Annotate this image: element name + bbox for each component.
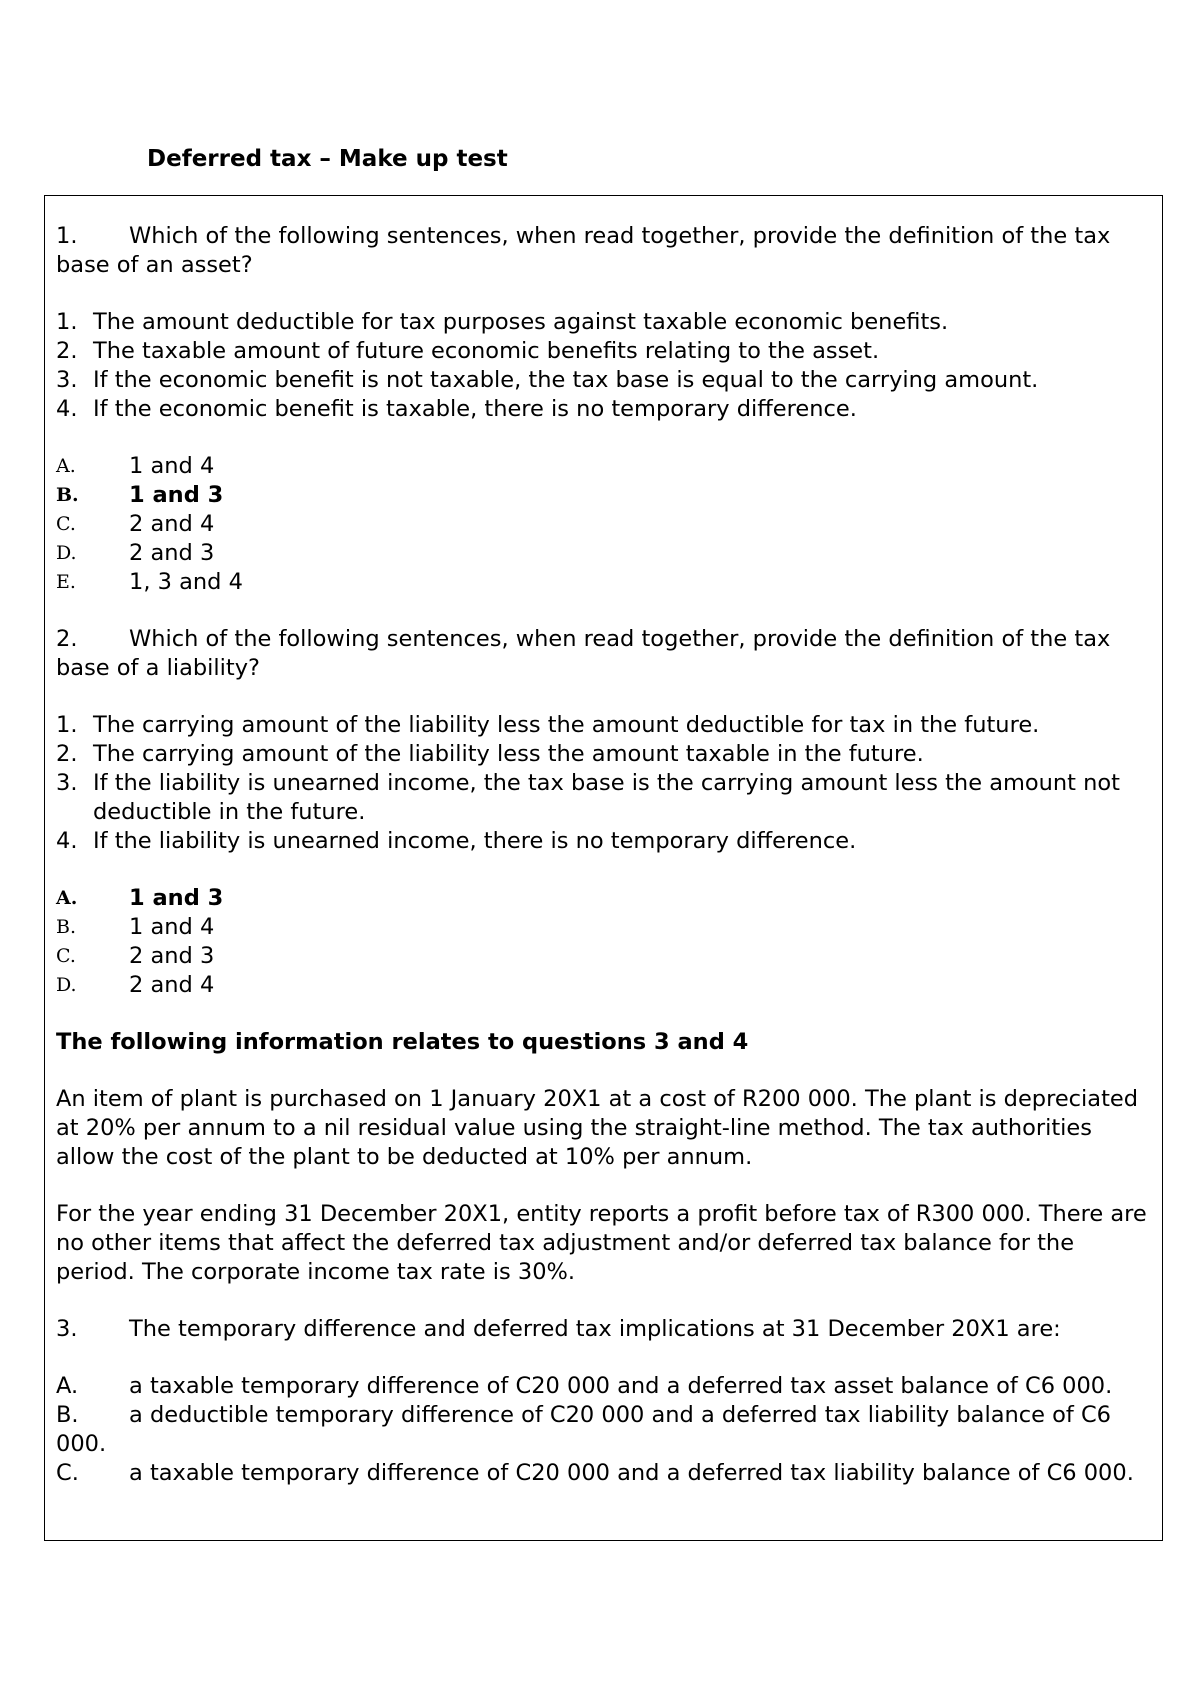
question-text: The temporary difference and deferred tax implications at 31 December 20X1 are: [129,1316,1061,1342]
option [56,1372,1156,1401]
option [56,1459,1156,1488]
statement-number: 1. [56,309,78,335]
question-3 [56,1315,1156,1344]
option-text: 1 and 4 [129,453,215,479]
statement-number: 3. [56,367,78,393]
option-letter: D. [56,974,77,996]
statement [56,395,1156,424]
option-letter: A. [56,887,78,909]
statement [56,711,1156,740]
statement-number: 1. [56,712,78,738]
statement-number: 2. [56,338,78,364]
option-letter: B. [56,484,79,506]
option-answer [56,884,1156,913]
option-letter: B. [56,916,77,938]
option-text: a deductible temporary difference of C20 000 and a deferred tax liability balance of C6 000. [56,1402,1111,1457]
statement-text: If the liability is unearned income, the tax base is the carrying amount less the amount not deductible in the future. [93,770,1121,825]
statement-text: The carrying amount of the liability less the amount taxable in the future. [93,741,924,767]
question-number: 3. [56,1316,78,1342]
statement-text: The taxable amount of future economic benefits relating to the asset. [93,338,880,364]
option-letter: A. [56,455,76,477]
option [56,971,1156,1000]
option-letter: B. [56,1402,79,1428]
question-content [56,222,1156,1488]
statement-text: If the liability is unearned income, there is no temporary difference. [93,828,857,854]
statement-number: 2. [56,741,78,767]
option-text: 2 and 4 [129,972,215,998]
question-number: 1. [56,223,78,249]
statement-text: If the economic benefit is taxable, there is no temporary difference. [93,396,857,422]
option-text: 2 and 3 [129,943,215,969]
statement-number: 3. [56,770,78,796]
option [56,452,1156,481]
statement-number: 4. [56,396,78,422]
option [56,510,1156,539]
option-list [56,1372,1156,1488]
option-list [56,884,1156,1000]
statement-list [56,308,1156,424]
statement [56,827,1156,856]
option-letter: A. [56,1373,79,1399]
question-1 [56,222,1156,280]
question-text: Which of the following sentences, when read together, provide the definition of the tax base of a liability? [56,626,1111,681]
question-number: 2. [56,626,78,652]
statement [56,769,1156,827]
statement-text: The carrying amount of the liability less the amount deductible for tax in the future. [93,712,1040,738]
question-2 [56,625,1156,683]
option [56,539,1156,568]
question-text: Which of the following sentences, when read together, provide the definition of the tax base of an asset? [56,223,1111,278]
option-answer [56,481,1156,510]
option-letter: C. [56,1460,79,1486]
option [56,942,1156,971]
option-letter: E. [56,571,76,593]
option-text: 1 and 3 [129,482,224,508]
option-text: a taxable temporary difference of C20 000 and a deferred tax asset balance of C6 000. [129,1373,1113,1399]
info-paragraph: For the year ending 31 December 20X1, entity reports a profit before tax of R300 000. There are no other items that affect the deferred tax adjustment and/or deferred tax balance for the period. The corporate income tax rate is 30%. [56,1201,1147,1285]
page-title: Deferred tax – Make up test [147,146,508,172]
statement [56,740,1156,769]
option-letter: C. [56,945,76,967]
option-letter: C. [56,513,76,535]
option-text: 1, 3 and 4 [129,569,243,595]
option-list [56,452,1156,597]
info-heading: The following information relates to questions 3 and 4 [56,1029,749,1055]
statement-list [56,711,1156,856]
statement-text: If the economic benefit is not taxable, the tax base is equal to the carrying amount. [93,367,1039,393]
statement [56,308,1156,337]
option-letter: D. [56,542,77,564]
option [56,1401,1156,1459]
option-text: 1 and 3 [129,885,224,911]
statement-text: The amount deductible for tax purposes against taxable economic benefits. [93,309,949,335]
statement [56,337,1156,366]
option [56,913,1156,942]
statement-number: 4. [56,828,78,854]
statement [56,366,1156,395]
option-text: 2 and 3 [129,540,215,566]
option [56,568,1156,597]
info-paragraph: An item of plant is purchased on 1 January 20X1 at a cost of R200 000. The plant is depreciated at 20% per annum to a nil residual value using the straight-line method. The tax authorities allow the cost of the plant to be deducted at 10% per annum. [56,1086,1139,1170]
option-text: a taxable temporary difference of C20 000 and a deferred tax liability balance of C6 000. [129,1460,1134,1486]
option-text: 2 and 4 [129,511,215,537]
option-text: 1 and 4 [129,914,215,940]
